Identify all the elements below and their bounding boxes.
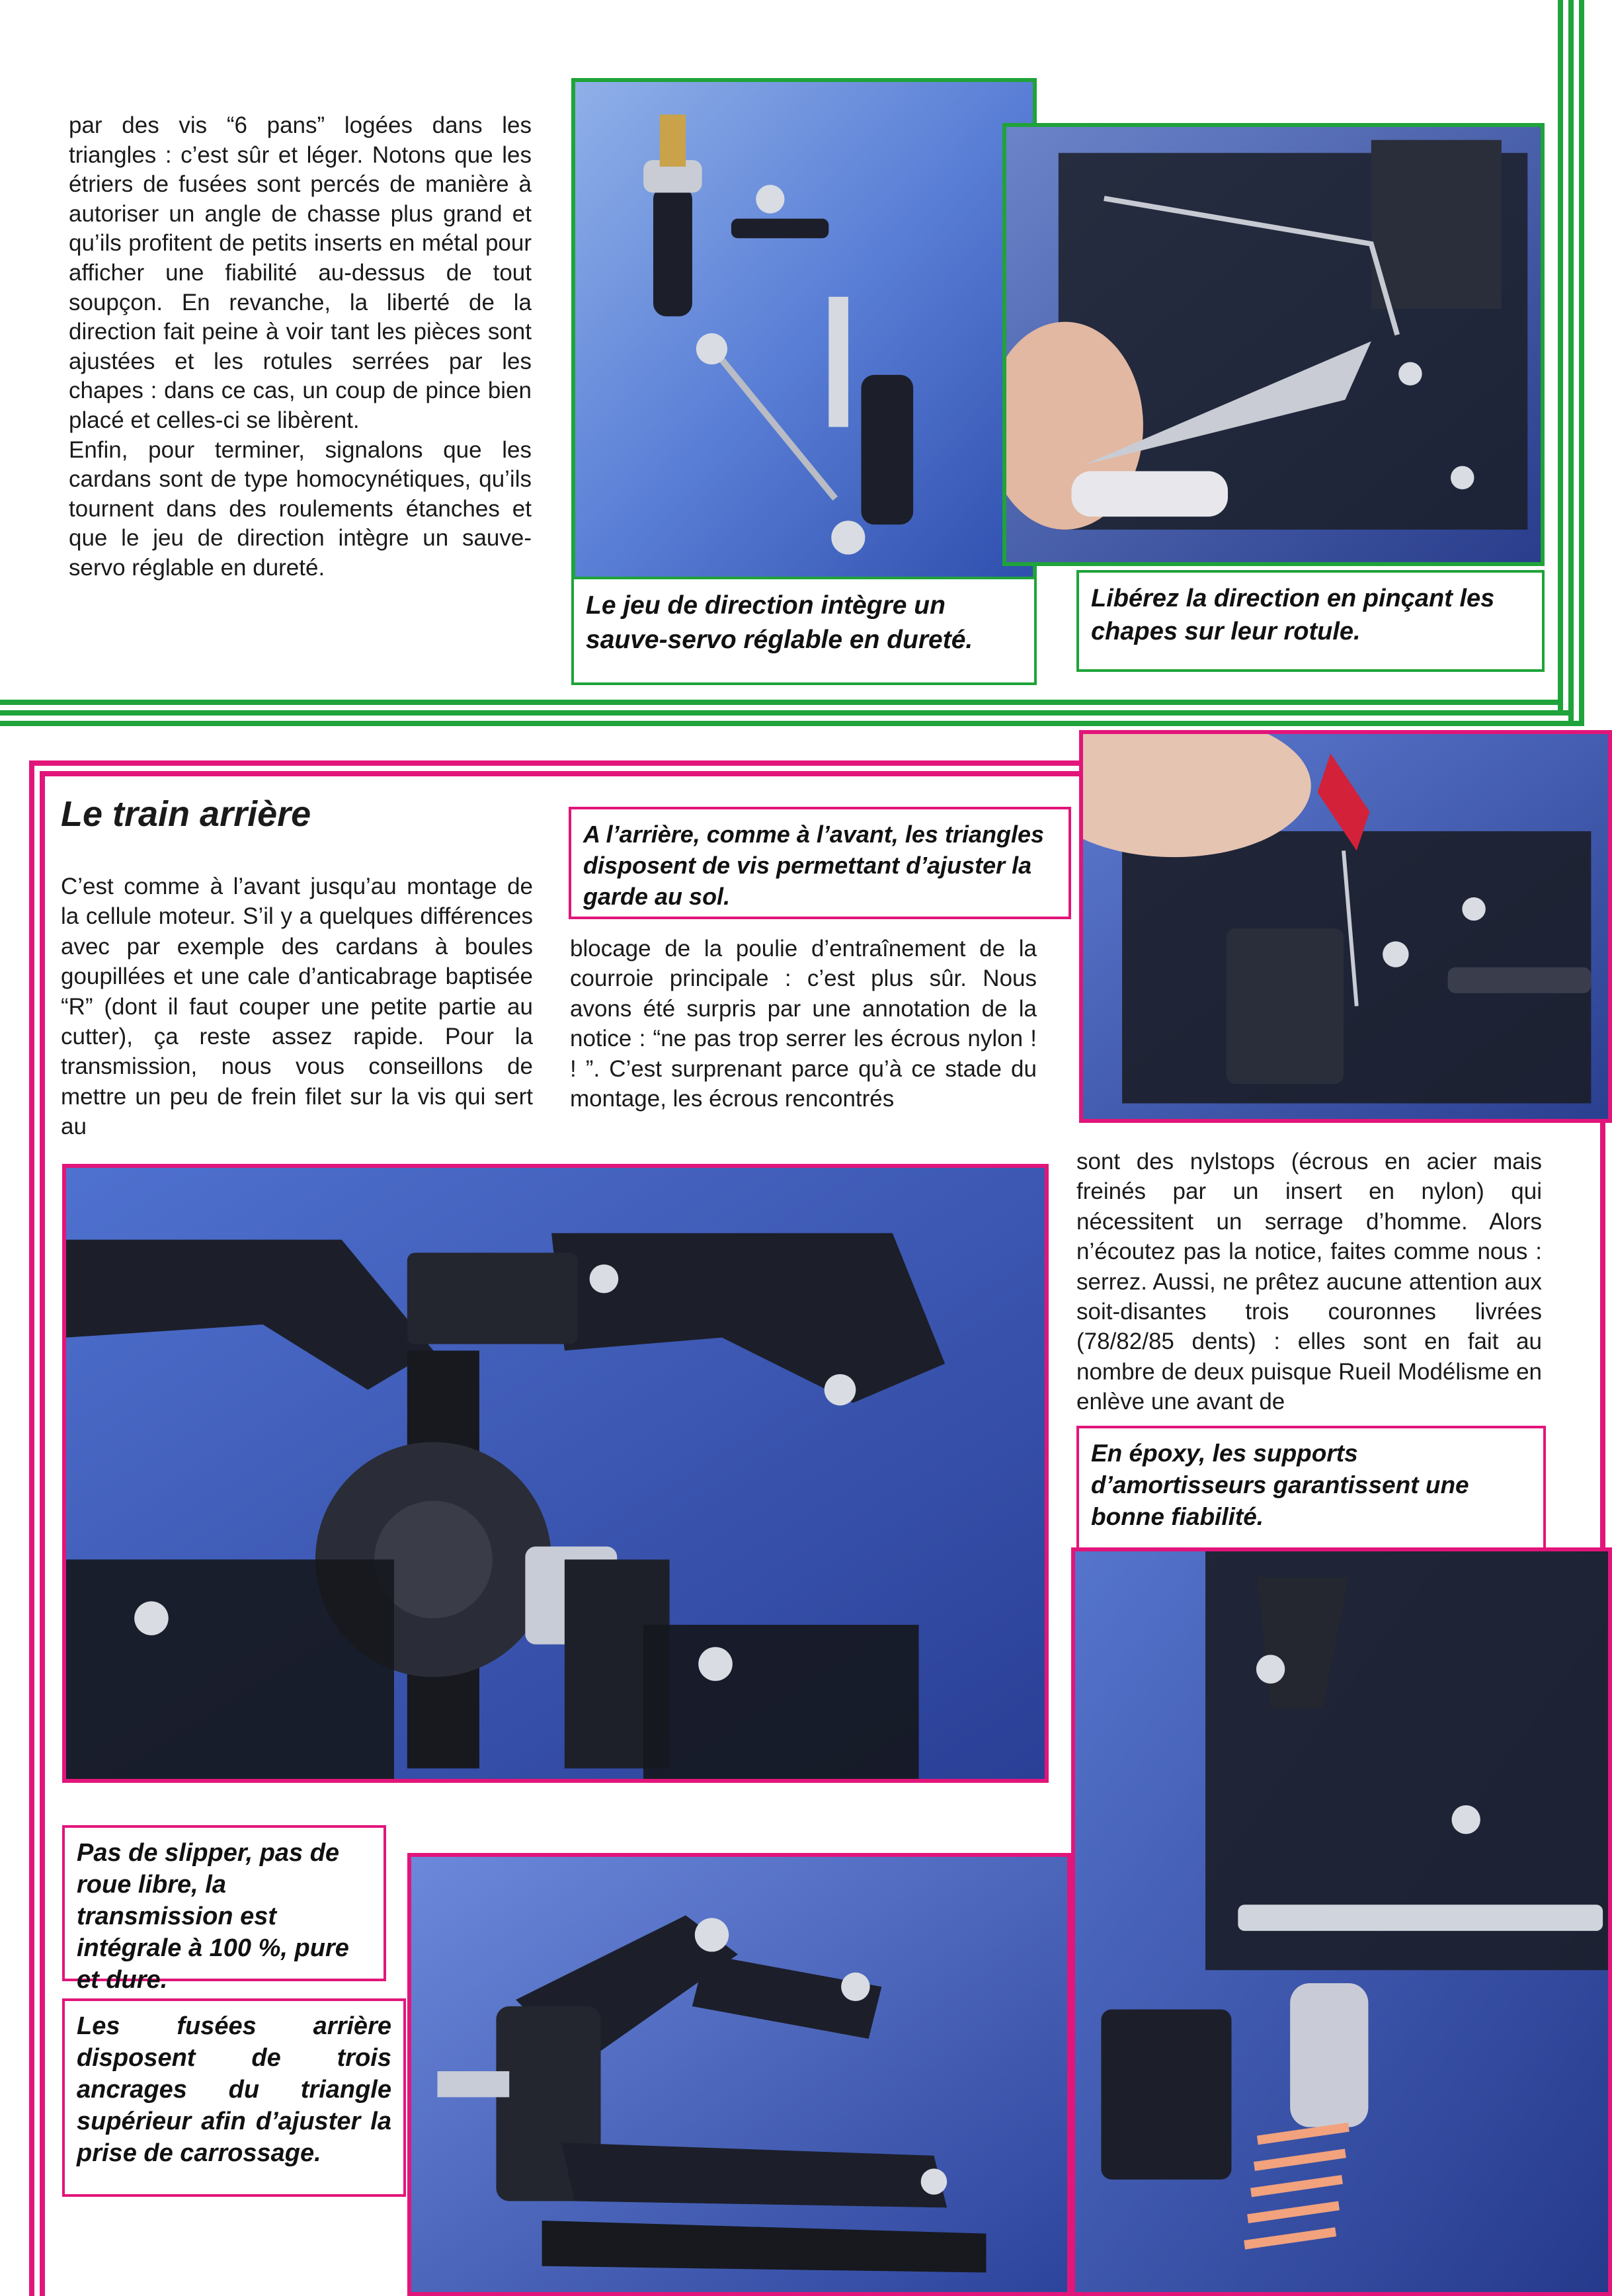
section-title: Le train arrière xyxy=(61,794,311,834)
steering-caption-text: Le jeu de direction intègre un sauve-servo réglable en dureté. xyxy=(586,591,973,654)
pliers-caption-text: Libérez la direction en pinçant les chapes sur leur rotule. xyxy=(1091,585,1495,645)
rear-right-text xyxy=(1076,1147,1542,1417)
fusees-caption-text: Les fusées arrière disposent de trois ancrages du triangle supérieur afin d’ajuster la prise de carrossage. xyxy=(77,2012,391,2167)
steering-assembly-photo xyxy=(571,78,1037,581)
transmission-photo xyxy=(62,1164,1049,1783)
rear-intro-text xyxy=(61,872,533,1142)
top-paragraph-1: par des vis “6 pans” logées dans les triangles : c’est sûr et léger. Notons que les étriers de fusées sont percés de manière à autoriser un angle de chasse plus grand et qu’ils profitent de petits inserts en métal pour afficher une fiabilité au-dessus de tout soupçon. En revanche, la liberté de la direction fait peine à voir tant les pièces sont ajustées et les rotules serrées par les chapes : dans ce cas, un coup de pince bien placé et celles-ci se libèrent. xyxy=(69,112,532,433)
triangles-caption xyxy=(569,807,1071,919)
slipper-caption xyxy=(62,1825,386,1994)
shock-mount-photo xyxy=(1071,1547,1612,2296)
epoxy-caption-text: En époxy, les supports d’amortisseurs garantissent une bonne fiabilité. xyxy=(1091,1440,1469,1530)
ride-height-adjust-photo xyxy=(1079,730,1612,1123)
rear-hub-photo xyxy=(407,1853,1071,2296)
pliers-chassis-photo xyxy=(1002,123,1545,566)
top-body-text xyxy=(69,111,532,583)
epoxy-caption xyxy=(1076,1426,1546,1550)
rear-middle-paragraph: blocage de la poulie d’entraînement de la courroie principale : c’est plus sûr. Nous avons été surpris par une annotation de la notice : “ne pas trop serrer les écrous nylon ! ! ”. C’est surprenant parce qu’à ce stade du montage, les écrous rencontrés xyxy=(570,936,1037,1112)
slipper-caption-text: Pas de slipper, pas de roue libre, la transmission est intégrale à 100 %, pure et dure. xyxy=(77,1839,349,1994)
fusees-caption xyxy=(62,1998,406,2197)
top-paragraph-2: Enfin, pour terminer, signalons que les cardans sont de type homocynétiques, qu’ils tournent dans des roulements étanches et que le jeu de direction intègre un sauve-servo réglable en dureté. xyxy=(69,436,532,581)
rear-middle-text xyxy=(570,934,1037,1114)
pliers-caption xyxy=(1076,570,1545,672)
rear-intro-paragraph: C’est comme à l’avant jusqu’au montage de la cellule moteur. S’il y a quelques différences avec par exemple des cardans à boules goupillées et une cale d’anticabrage baptisée “R” (dont il faut couper une petite partie au cutter), ça reste assez rapide. Pour la transmission, nous vous conseillons de mettre un peu de frein filet sur la vis qui sert au xyxy=(61,874,533,1140)
rear-right-paragraph: sont des nylstops (écrous en acier mais freinés par un insert en nylon) qui nécessitent un serrage d’homme. Alors n’écoutez pas la notice, faites comme nous : serrez. Aussi, ne prêtez aucune attention aux soit-disantes trois couronnes livrées (78/82/85 dents) : elles sont en fait au nombre de deux puisque Rueil Modélisme en enlève une avant de xyxy=(1076,1149,1542,1415)
steering-caption xyxy=(571,577,1037,685)
triangles-caption-text: A l’arrière, comme à l’avant, les triangles disposent de vis permettant d’ajuster la garde au sol. xyxy=(583,821,1044,910)
